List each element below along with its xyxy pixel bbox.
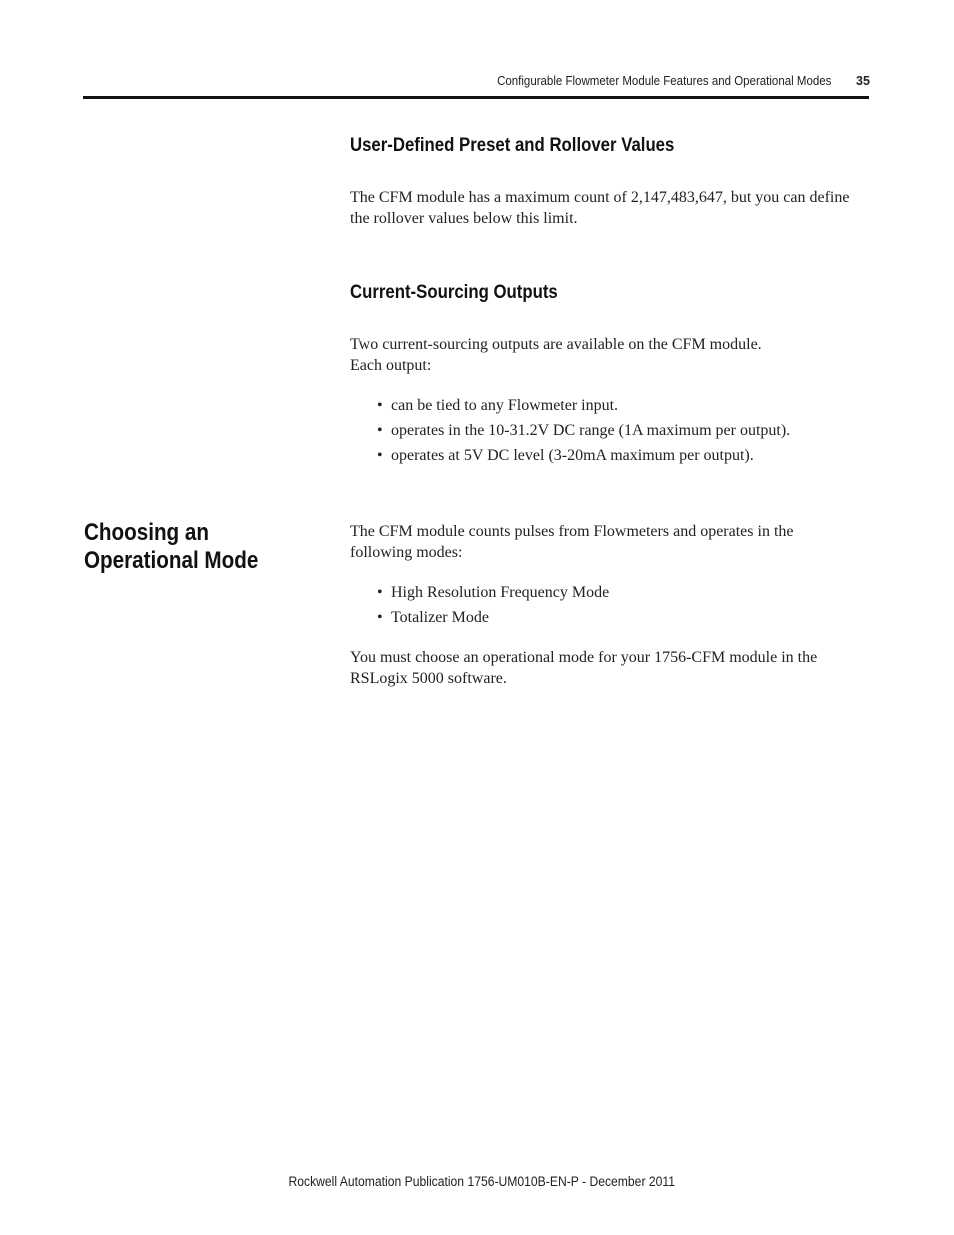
list-item: • High Resolution Frequency Mode	[377, 580, 609, 605]
bullet-icon: •	[377, 609, 383, 626]
header-rule	[83, 96, 869, 99]
bullet-icon: •	[377, 422, 383, 439]
mode-para-line-1: The CFM module counts pulses from Flowmeters and operates in the	[350, 523, 794, 540]
preset-para-line-2: the rollover values below this limit.	[350, 210, 578, 227]
page-number: 35	[856, 74, 870, 88]
list-item: • can be tied to any Flowmeter input.	[377, 393, 790, 418]
list-item: • operates in the 10-31.2V DC range (1A maximum per output).	[377, 418, 790, 443]
mode-para2-line-2: RSLogix 5000 software.	[350, 670, 507, 687]
outputs-paragraph	[350, 334, 870, 376]
mode-para2-line-1: You must choose an operational mode for your 1756-CFM module in the	[350, 649, 818, 666]
outputs-bullet-list	[377, 393, 790, 468]
preset-heading: User-Defined Preset and Rollover Values	[350, 134, 675, 156]
bullet-icon: •	[377, 584, 383, 601]
outputs-para-line-1: Two current-sourcing outputs are available on the CFM module.	[350, 336, 762, 353]
mode-heading	[84, 519, 258, 575]
preset-paragraph	[350, 187, 870, 229]
mode-paragraph	[350, 521, 870, 563]
mode-bullet-list	[377, 580, 609, 630]
mode-heading-line-1: Choosing an	[84, 519, 209, 546]
bullet-icon: •	[377, 397, 383, 414]
outputs-heading: Current-Sourcing Outputs	[350, 281, 558, 303]
mode-paragraph-2	[350, 647, 870, 689]
outputs-para-line-2: Each output:	[350, 357, 432, 374]
list-item: • operates at 5V DC level (3-20mA maximum per output).	[377, 443, 790, 468]
list-item: • Totalizer Mode	[377, 605, 609, 630]
preset-para-line-1: The CFM module has a maximum count of 2,147,483,647, but you can define	[350, 189, 850, 206]
mode-heading-line-2: Operational Mode	[84, 547, 259, 574]
page-footer	[0, 1173, 954, 1191]
mode-para-line-2: following modes:	[350, 544, 463, 561]
footer-publication: Rockwell Automation Publication 1756-UM010B-EN-P - December 2011	[288, 1174, 676, 1189]
running-header: Configurable Flowmeter Module Features and Operational Modes	[496, 74, 831, 88]
bullet-icon: •	[377, 447, 383, 464]
